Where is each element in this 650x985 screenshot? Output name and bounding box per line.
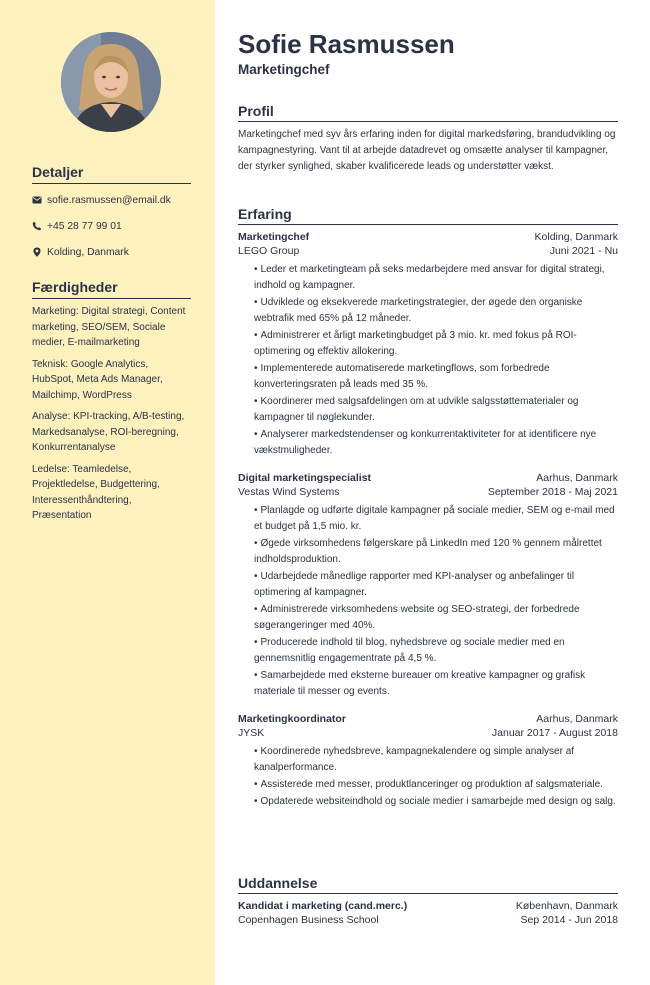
- skill-group: Marketing: Digital strategi, Content marketing, SEO/SEM, Sociale medier, E-mailmarketing: [32, 306, 186, 348]
- job-bullets: [238, 744, 618, 810]
- job-company: JYSK: [238, 727, 265, 739]
- education-degree: Kandidat i marketing (cand.merc.): [238, 900, 408, 912]
- portrait-image: [61, 32, 161, 132]
- job-bullet: • Øgede virksomhedens følgerskare på LinkedIn med 120 % gennem målrettet indholdsproduktion.: [254, 536, 618, 568]
- job-bullet: • Koordinerede nyhedsbreve, kampagnekalendere og simple analyser af kanalperformance.: [254, 744, 618, 776]
- profile-heading: Profil: [238, 103, 618, 122]
- envelope-icon: [32, 195, 42, 205]
- job-bullets: [238, 262, 618, 459]
- phone-text[interactable]: +45 28 77 99 01: [47, 220, 122, 232]
- job-dates: Januar 2017 - August 2018: [491, 727, 618, 739]
- details-section: [32, 164, 191, 265]
- job-bullet: • Opdaterede websiteindhold og sociale medier i samarbejde med design og salg.: [254, 794, 618, 810]
- skill-group: Ledelse: Teamledelse, Projektledelse, Budgettering, Interessenthåndtering, Præsentation: [32, 463, 160, 521]
- education-section: [238, 875, 618, 927]
- education-school: Copenhagen Business School: [238, 914, 379, 926]
- job-bullet: • Assisterede med messer, produktlanceringer og produktion af salgsmateriale.: [254, 777, 618, 793]
- person-name: Sofie Rasmussen: [238, 29, 455, 59]
- job-bullet: • Udviklede og eksekverede marketingstrategier, der øgede den organiske webtrafik med 65% på 12 måneder.: [254, 295, 618, 327]
- job-bullet: • Planlagde og udførte digitale kampagner på sociale medier, SEM og e-mail med et budget på 1,5 mio. kr.: [254, 503, 618, 535]
- skills-section: [32, 279, 191, 524]
- location-pin-icon: [32, 247, 42, 257]
- job-company: LEGO Group: [238, 245, 300, 257]
- job-bullet: • Administrerer et årligt marketingbudget på 3 mio. kr. med fokus på ROI-optimering og effektiv allokering.: [254, 328, 618, 360]
- person-title: Marketingchef: [238, 62, 330, 77]
- job-role: Marketingkoordinator: [238, 713, 346, 725]
- job-role: Marketingchef: [238, 231, 310, 243]
- job-dates: September 2018 - Maj 2021: [487, 486, 618, 498]
- profile-section: [238, 103, 618, 175]
- job-bullet: • Leder et marketingteam på seks medarbejdere med ansvar for digital strategi, indhold og kampagner.: [254, 262, 618, 294]
- job-role: Digital marketingspecialist: [238, 472, 372, 484]
- job-bullet: • Implementerede automatiserede marketingflows, som forbedrede konverteringsraten på leads med 35 %.: [254, 361, 618, 393]
- skill-group: Analyse: KPI-tracking, A/B-testing, Markedsanalyse, ROI-beregning, Konkurrentanalyse: [32, 411, 185, 453]
- location-row: [32, 239, 191, 265]
- job-bullet: • Udarbejdede månedlige rapporter med KPI-analyser og anbefalinger til optimering af kampagner.: [254, 569, 618, 601]
- education-dates: Sep 2014 - Jun 2018: [520, 914, 618, 926]
- job-bullet: • Administrerede virksomhedens website og SEO-strategi, der forbedrede søgerangeringer med 40%.: [254, 602, 618, 634]
- education-entry: [238, 899, 618, 927]
- job-entry: [238, 471, 618, 700]
- phone-icon: [32, 221, 42, 231]
- skills-heading: Færdigheder: [32, 279, 191, 299]
- job-bullets: [238, 503, 618, 700]
- profile-text: Marketingchef med syv års erfaring inden for digital markedsføring, brandudvikling og kampagnestyring. Vant til at arbejde datadrevet og omsætte analyser til kampagner, der styrker synlighed, skaber kvalificerede leads og understøtter vækst.: [238, 129, 616, 172]
- experience-heading: Erfaring: [238, 206, 618, 225]
- job-entry: [238, 230, 618, 459]
- job-bullet: • Analyserer markedstendenser og konkurrentaktiviteter for at identificere nye vækstmuligheder.: [254, 427, 618, 459]
- job-location: Kolding, Danmark: [534, 231, 618, 243]
- job-dates: Juni 2021 - Nu: [549, 245, 618, 257]
- experience-section: [238, 206, 618, 811]
- job-location: Aarhus, Danmark: [536, 472, 618, 484]
- phone-row: [32, 213, 191, 239]
- email-row: [32, 187, 191, 213]
- job-bullet: • Samarbejdede med eksterne bureauer om kreative kampagner og grafisk materiale til messer og events.: [254, 668, 618, 700]
- education-heading: Uddannelse: [238, 875, 618, 894]
- job-bullet: • Producerede indhold til blog, nyhedsbreve og sociale medier med en gennemsnitlig engagementrate på 4,5 %.: [254, 635, 618, 667]
- sidebar: [0, 0, 215, 985]
- job-location: Aarhus, Danmark: [536, 713, 618, 725]
- avatar: [61, 32, 161, 132]
- job-entry: [238, 712, 618, 810]
- job-company: Vestas Wind Systems: [238, 486, 340, 498]
- email-text[interactable]: sofie.rasmussen@email.dk: [47, 194, 171, 206]
- education-location: København, Danmark: [515, 900, 618, 912]
- skill-group: Teknisk: Google Analytics, HubSpot, Meta Ads Manager, Mailchimp, WordPress: [32, 358, 163, 401]
- details-heading: Detaljer: [32, 164, 191, 184]
- job-bullet: • Koordinerer med salgsafdelingen om at udvikle salgsstøttematerialer og kampagner til nøglekunder.: [254, 394, 618, 426]
- location-text: Kolding, Danmark: [47, 246, 129, 258]
